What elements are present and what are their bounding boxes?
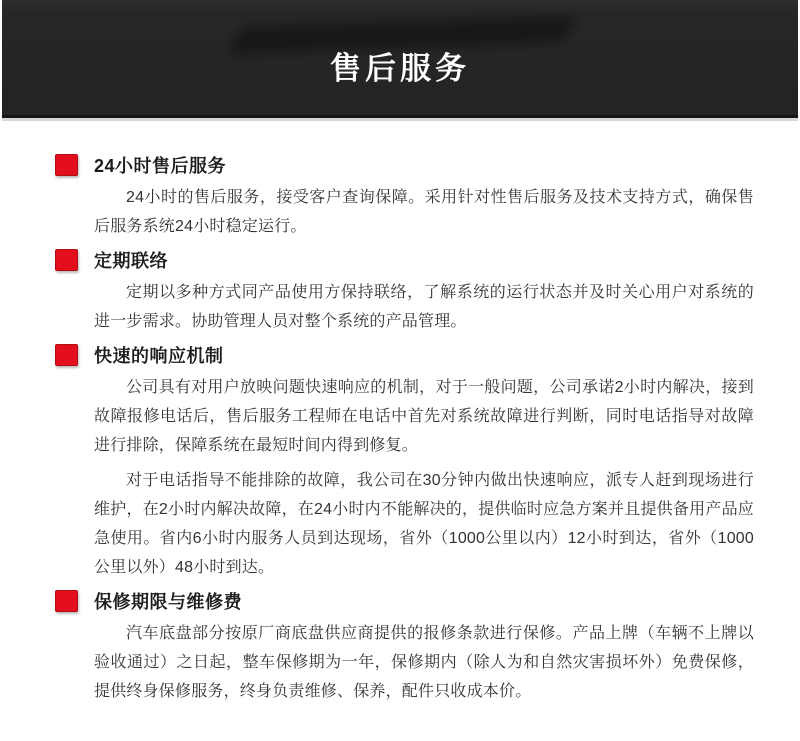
section-title: 保修期限与维修费 (94, 591, 242, 612)
watermark-smudge (228, 16, 577, 54)
section-paragraph: 公司具有对用户放映问题快速响应的机制，对于一般问题，公司承诺2小时内解决，接到故障报修电话后，售后服务工程师在电话中首先对系统故障进行判断，同时电话指导对故障进行排除，保障系统在最短时间内得到修复。 (94, 379, 754, 454)
red-square-bullet-icon (55, 344, 78, 366)
section-24h-service (0, 152, 800, 241)
page-header-banner (2, 0, 798, 118)
section-heading-row (0, 342, 800, 367)
section-heading-row (0, 152, 800, 177)
red-square-bullet-icon (55, 590, 78, 612)
section-fast-response (0, 342, 800, 582)
section-regular-contact (0, 247, 800, 336)
section-title: 定期联络 (94, 250, 168, 271)
section-paragraph: 24小时的售后服务，接受客户查询保障。采用针对性售后服务及技术支持方式，确保售后服务系统24小时稳定运行。 (94, 189, 754, 235)
section-heading-row (0, 247, 800, 272)
red-square-bullet-icon (55, 154, 78, 176)
section-title: 24小时售后服务 (94, 155, 227, 176)
section-title: 快速的响应机制 (94, 345, 224, 366)
section-paragraph: 定期以多种方式同产品使用方保持联络，了解系统的运行状态并及时关心用户对系统的进一步需求。协助管理人员对整个系统的产品管理。 (94, 284, 754, 330)
content-area (0, 121, 800, 706)
section-paragraph: 汽车底盘部分按原厂商底盘供应商提供的报修条款进行保修。产品上牌（车辆不上牌以验收通过）之日起，整车保修期为一年，保修期内（除人为和自然灾害损坏外）免费保修，提供终身保修服务，终身负责维修、保养，配件只收成本价。 (94, 625, 754, 700)
section-paragraph: 对于电话指导不能排除的故障，我公司在30分钟内做出快速响应，派专人赶到现场进行维护，在2小时内解决故障，在24小时内不能解决的，提供临时应急方案并且提供备用产品应急使用。省内6小时内服务人员到达现场，省外（1000公里以内）12小时到达，省外（1000公里以外）48小时到达。 (94, 472, 754, 576)
section-heading-row (0, 588, 800, 613)
page-title: 售后服务 (330, 51, 470, 86)
red-square-bullet-icon (55, 249, 78, 271)
section-warranty (0, 588, 800, 706)
